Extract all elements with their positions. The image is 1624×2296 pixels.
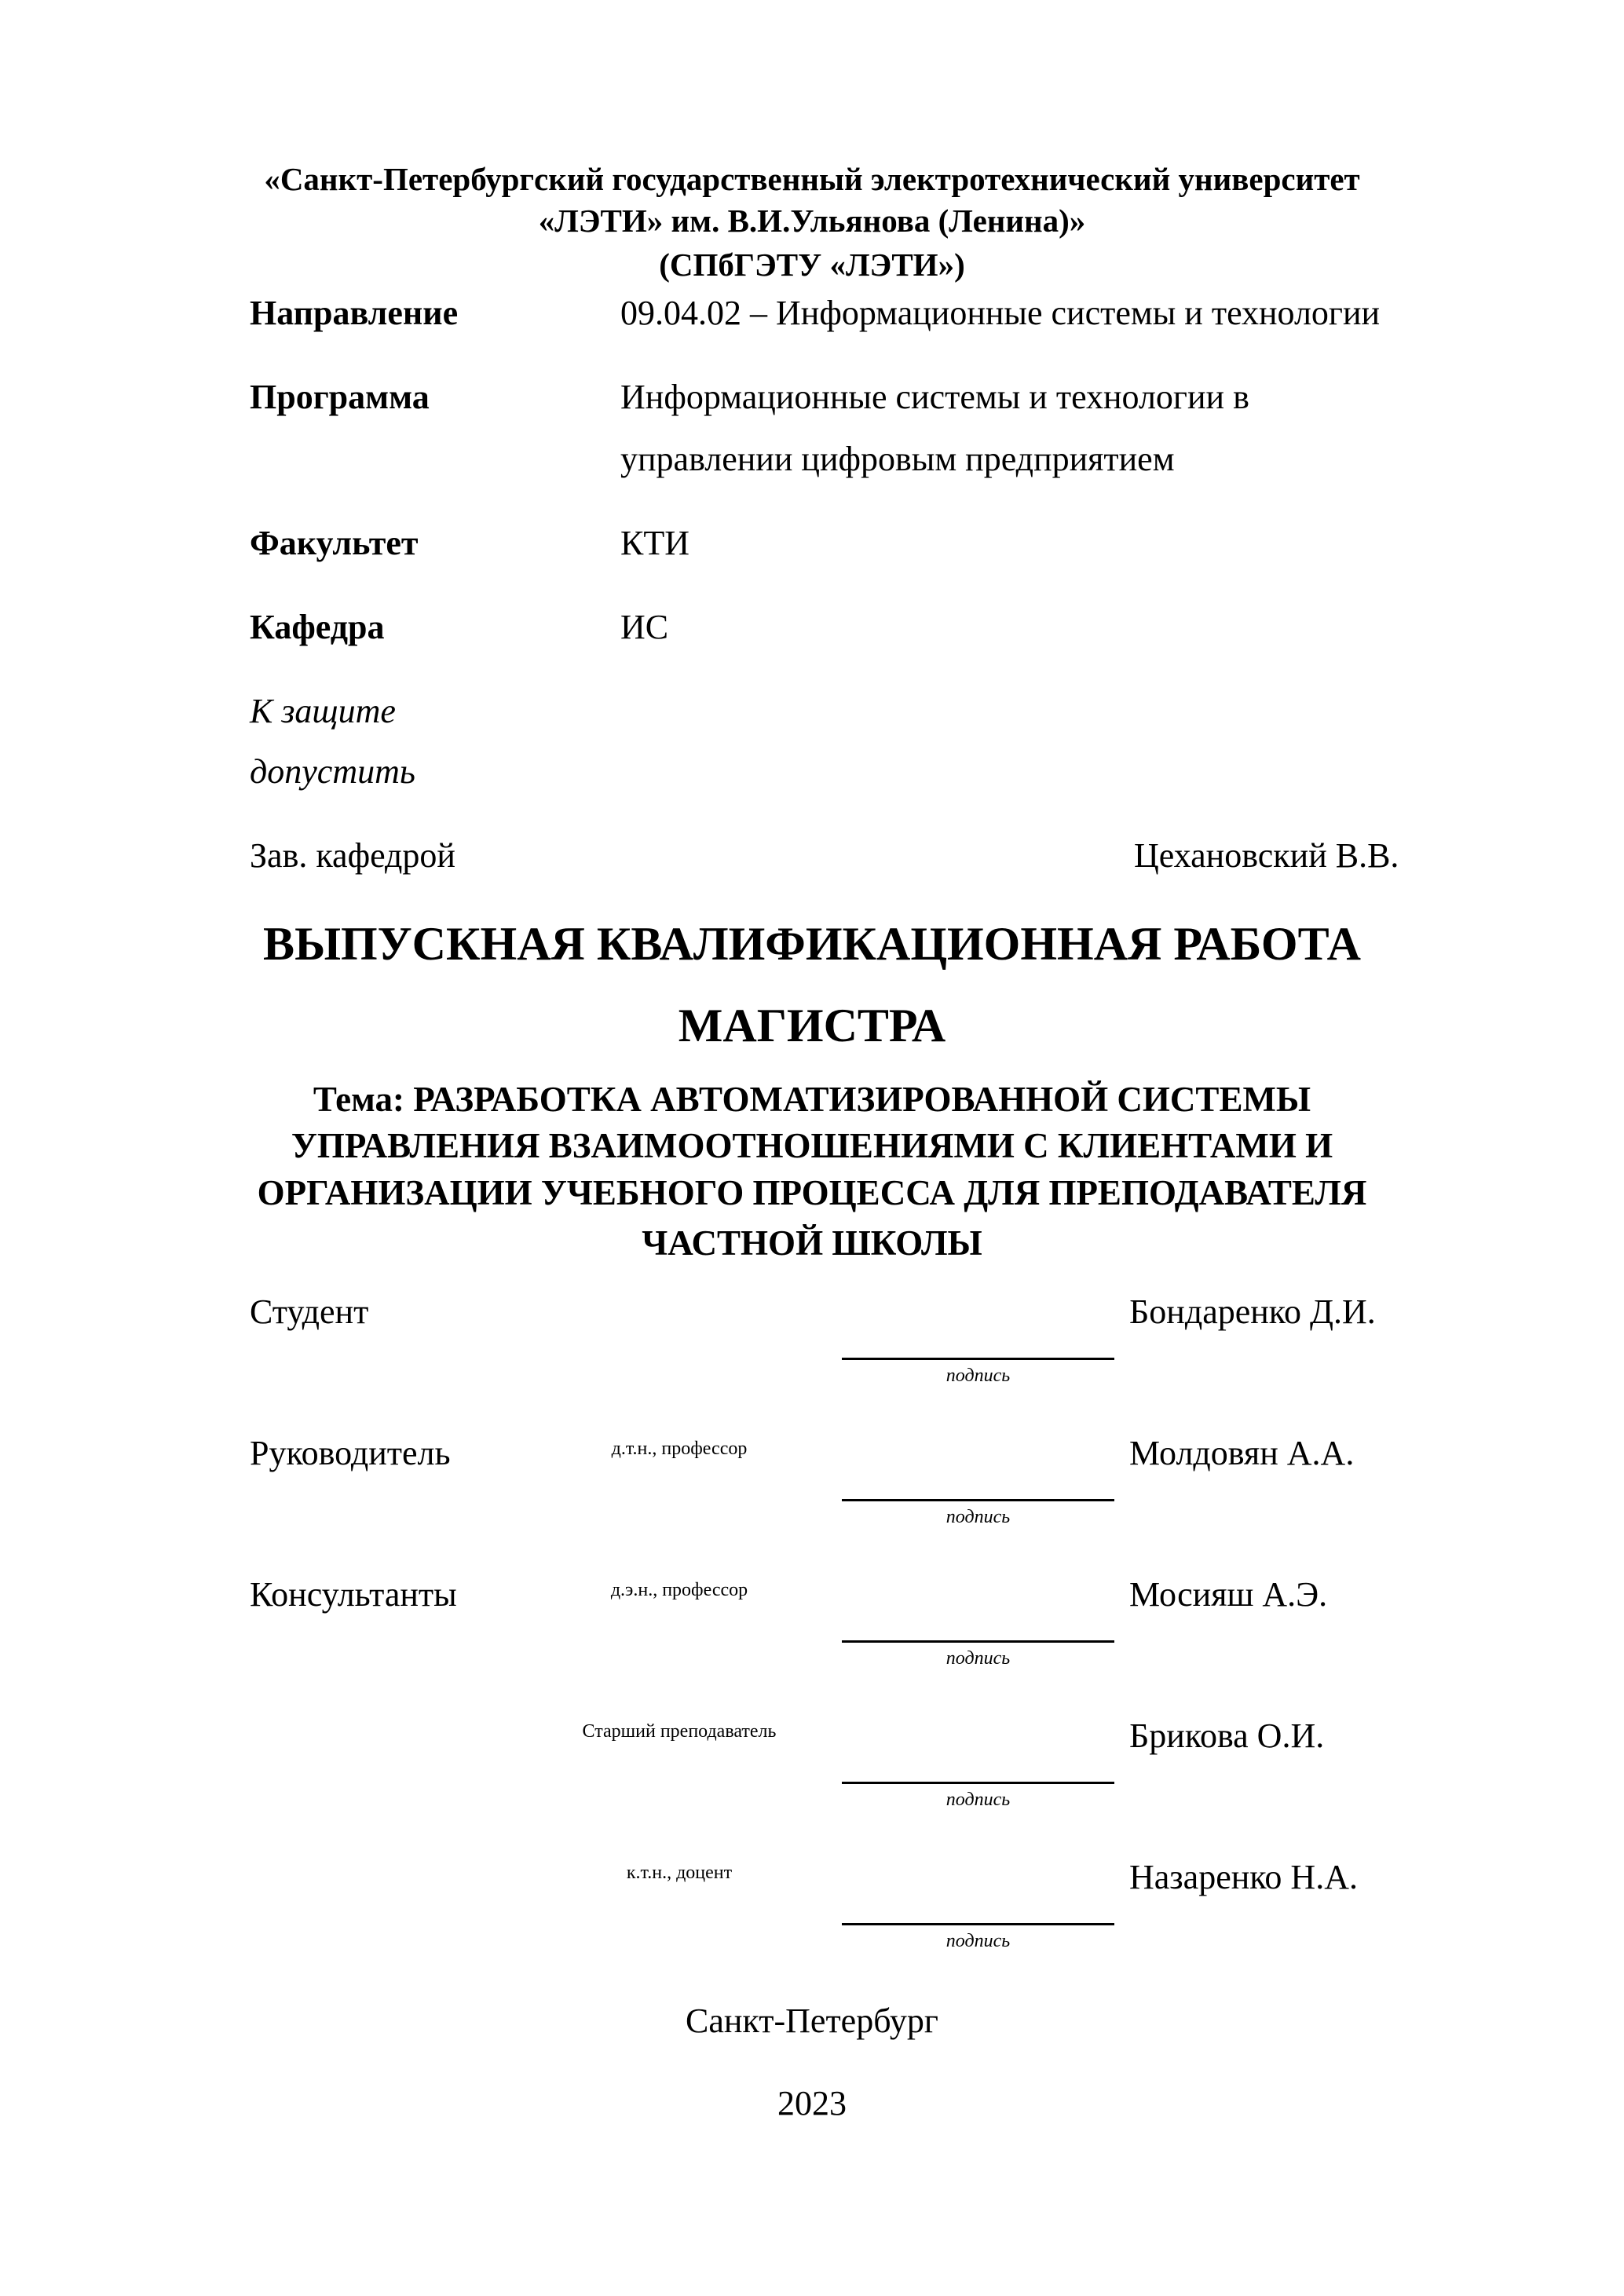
department-value: ИС xyxy=(620,608,669,646)
signature-line xyxy=(842,1358,1114,1360)
person-name: Брикова О.И. xyxy=(1129,1717,1325,1755)
person-name: Назаренко Н.А. xyxy=(1129,1858,1358,1896)
document-title-line1: ВЫПУСКНАЯ КВАЛИФИКАЦИОННАЯ РАБОТА xyxy=(263,918,1361,970)
person-name: Молдовян А.А. xyxy=(1129,1434,1355,1472)
university-abbreviation: (СПбГЭТУ «ЛЭТИ») xyxy=(659,247,965,283)
approval-line1: К защите xyxy=(250,692,396,730)
signature-caption: подпись xyxy=(946,1648,1011,1669)
direction-value: 09.04.02 – Информационные системы и технологии xyxy=(620,294,1381,332)
topic-line4: ЧАСТНОЙ ШКОЛЫ xyxy=(642,1223,982,1263)
university-name-line2: «ЛЭТИ» им. В.И.Ульянова (Ленина)» xyxy=(538,203,1086,239)
program-value-line2: управлении цифровым предприятием xyxy=(620,440,1175,478)
signature-caption: подпись xyxy=(946,1790,1011,1810)
role-label: Руководитель xyxy=(250,1434,451,1472)
signature-caption: подпись xyxy=(946,1931,1011,1951)
head-of-dept-name: Цехановский В.В. xyxy=(1134,836,1399,875)
direction-label: Направление xyxy=(250,294,459,332)
head-of-dept-label: Зав. кафедрой xyxy=(250,836,455,875)
person-name: Бондаренко Д.И. xyxy=(1129,1292,1376,1331)
academic-position: к.т.н., доцент xyxy=(626,1863,733,1883)
program-label: Программа xyxy=(250,378,430,416)
university-name-line1: «Санкт-Петербургский государственный электротехнический университет xyxy=(264,161,1360,197)
department-label: Кафедра xyxy=(250,608,385,646)
signature-line xyxy=(842,1782,1114,1784)
signature-line xyxy=(842,1499,1114,1501)
topic-line3: ОРГАНИЗАЦИИ УЧЕБНОГО ПРОЦЕССА ДЛЯ ПРЕПОДАВАТЕЛЯ xyxy=(257,1173,1367,1212)
role-label: Студент xyxy=(250,1292,369,1331)
academic-position: Старший преподаватель xyxy=(582,1721,777,1742)
academic-position: д.э.н., профессор xyxy=(610,1580,748,1600)
topic-line1: Тема: РАЗРАБОТКА АВТОМАТИЗИРОВАННОЙ СИСТЕМЫ xyxy=(313,1080,1311,1119)
program-value-line1: Информационные системы и технологии в xyxy=(620,378,1249,416)
document-title-line2: МАГИСТРА xyxy=(678,1000,946,1051)
year: 2023 xyxy=(777,2084,847,2122)
role-label: Консультанты xyxy=(250,1575,457,1614)
person-name: Мосияш А.Э. xyxy=(1129,1575,1328,1614)
topic-line2: УПРАВЛЕНИЯ ВЗАИМООТНОШЕНИЯМИ С КЛИЕНТАМИ И xyxy=(291,1126,1333,1165)
signature-caption: подпись xyxy=(946,1366,1011,1386)
academic-position: д.т.н., профессор xyxy=(611,1439,748,1459)
signature-caption: подпись xyxy=(946,1507,1011,1527)
city: Санкт-Петербург xyxy=(686,2002,938,2040)
signature-line xyxy=(842,1640,1114,1643)
faculty-label: Факультет xyxy=(250,524,419,562)
signature-line xyxy=(842,1923,1114,1925)
approval-line2: допустить xyxy=(250,752,415,791)
faculty-value: КТИ xyxy=(620,524,689,562)
